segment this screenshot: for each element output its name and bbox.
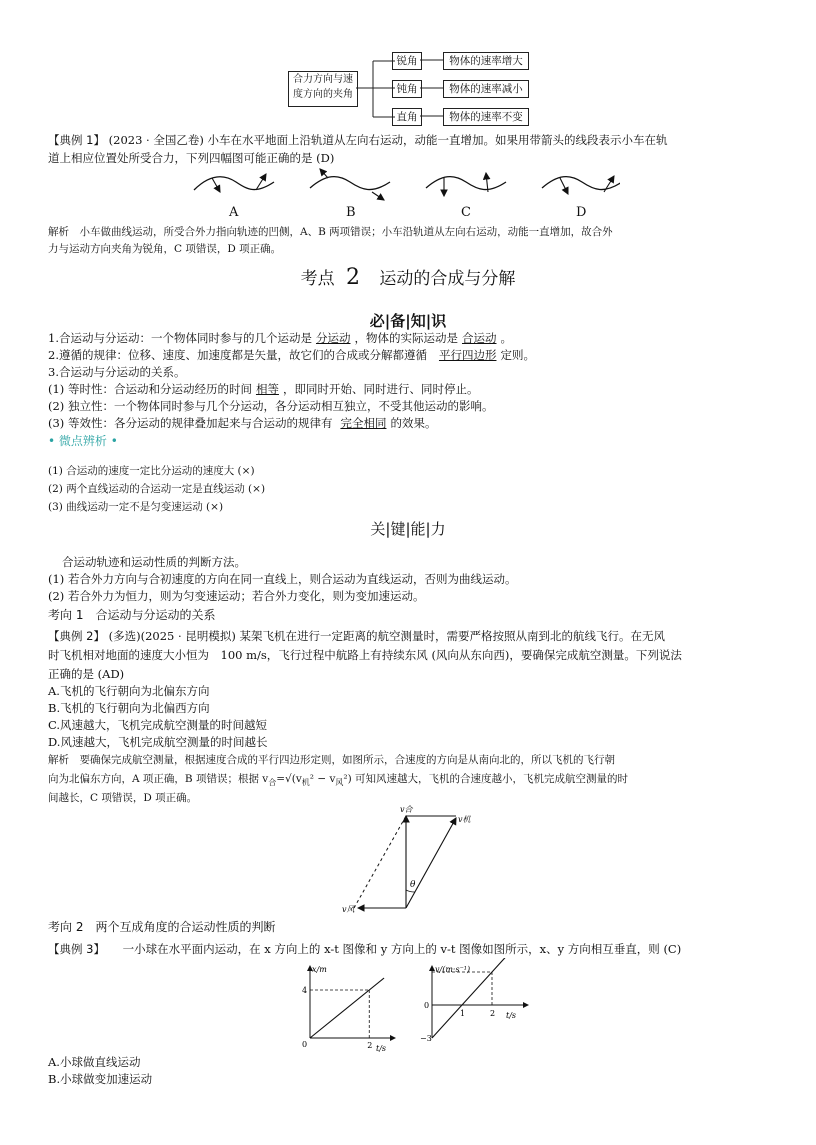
- result-constant-box: 物体的速率不变: [443, 108, 529, 126]
- xt-ylabel: x/m: [312, 965, 327, 974]
- example3-tag: 【典例 3】: [48, 942, 105, 956]
- knowledge-line1: 1.合运动与分运动：一个物体同时参与的几个运动是 分运动 ，物体的实际运动是 合运动 。: [48, 331, 512, 345]
- option-label-b: B: [346, 205, 356, 220]
- ability-line3: (2) 若合外力为恒力，则为匀变速运动；若合外力变化，则为变加速运动。: [48, 589, 425, 603]
- knowledge-line6: (3) 等效性：各分运动的规律叠加起来与合运动的规律有 完全相同 的效果。: [48, 416, 437, 430]
- vt-ytick-neg3: −3: [420, 1034, 432, 1043]
- parallelogram-dashed-edge: [354, 816, 406, 908]
- blank-he-yundong: 合运动: [461, 331, 497, 345]
- example1-text2: 道上相应位置处所受合力，下列四幅图可能正确的是 (D): [48, 151, 335, 165]
- label-theta: θ: [410, 880, 416, 890]
- knowledge-line4: (1) 等时性：合运动和分运动经历的时间 相等 ，即同时开始、同时进行、同时停止。: [48, 382, 479, 396]
- vt-xlabel: t/s: [506, 1011, 517, 1020]
- blank-fen-yundong: 分运动: [315, 331, 351, 345]
- example1-tag: 【典例 1】: [48, 133, 105, 147]
- example2-option-c: C.风速越大，飞机完成航空测量的时间越短: [48, 718, 268, 732]
- ability-line2: (1) 若合外力方向与合初速度的方向在同一直线上，则合运动为直线运动，否则为曲线运动。: [48, 572, 517, 586]
- angle-obtuse-box: 钝角: [392, 80, 422, 98]
- xt-xtick-2: 2: [367, 1041, 373, 1050]
- blank-pingxing-sibianxing: 平行四边形: [438, 348, 497, 362]
- example2-analysis3: 间越长，C 项错误，D 项正确。: [48, 792, 198, 804]
- xt-ytick-4: 4: [302, 986, 308, 995]
- section-number: 2: [346, 265, 360, 290]
- example1-analysis1: 解析 小车做曲线运动，所受合外力指向轨迹的凹侧，A、B 两项错误；小车沿轨道从左向右运动，动能一直增加，故合外: [48, 226, 613, 238]
- example3-text: 一小球在水平面内运动，在 x 方向上的 x-t 图像和 y 方向上的 v-t 图像如图所示，x、y 方向相互垂直，则 (C): [122, 942, 682, 956]
- example3-line: [48, 941, 681, 957]
- trajectory-b: [310, 177, 390, 190]
- diagram-links: [420, 55, 444, 125]
- example2-option-a: A.飞机的飞行朝向为北偏东方向: [48, 684, 210, 698]
- example2-option-d: D.风速越大，飞机完成航空测量的时间越长: [48, 735, 268, 749]
- vt-ylabel: v/(m·s⁻¹): [435, 965, 471, 974]
- trajectory-d: [542, 177, 620, 190]
- section-title: 运动的合成与分解: [379, 269, 516, 289]
- kaoxiang2-heading: 考向 2 两个互成角度的合运动性质的判断: [48, 920, 276, 934]
- angle-acute-box: 锐角: [392, 52, 422, 70]
- example2-analysis1: 解析 要确保完成航空测量，根据速度合成的平行四边形定则，如图所示，合速度的方向是从南向北的，所以飞机的飞行朝: [48, 754, 615, 766]
- example1-figures: [190, 168, 620, 220]
- example1-analysis2: 力与运动方向夹角为锐角，C 项错误，D 项正确。: [48, 243, 282, 255]
- force-arrow-d1: [560, 178, 568, 194]
- xt-xlabel: t/s: [376, 1044, 387, 1053]
- option-label-d: D: [576, 205, 587, 220]
- example2-option-b: B.飞机的飞行朝向为北偏西方向: [48, 701, 210, 715]
- section-kaodian: 考点: [300, 269, 335, 289]
- xt-xtick-0: 0: [302, 1040, 308, 1049]
- force-arrow-b2: [372, 192, 384, 200]
- xt-chart: [290, 958, 400, 1053]
- knowledge-line2: 2.遵循的规律：位移、速度、加速度都是矢量，故它们的合成或分解都遵循 平行四边形 定则。: [48, 348, 535, 362]
- blank-xiangdeng: 相等: [255, 382, 279, 396]
- result-decrease-box: 物体的速率减小: [443, 80, 529, 98]
- force-arrow-a1: [212, 178, 220, 192]
- section-heading: [0, 264, 816, 290]
- example1-text1: (2023 · 全国乙卷) 小车在水平地面上沿轨道从左向右运动，动能一直增加。如果用带箭头的线段表示小车在轨: [108, 133, 668, 147]
- weidian-title: • 微点辨析 •: [48, 434, 118, 448]
- blank-wanquan-xiangtong: 完全相同: [340, 416, 387, 430]
- plane-velocity-arrow: [406, 818, 456, 908]
- option-label-c: C: [461, 205, 471, 220]
- angle-right-box: 直角: [392, 108, 422, 126]
- label-v-he: v合: [400, 805, 413, 814]
- example2-text1: (多选)(2025 · 昆明模拟) 某架飞机在进行一定距离的航空测量时，需要严格按照从南到北的航线飞行。在无风: [108, 629, 665, 643]
- vt-xtick-2: 2: [490, 1009, 496, 1018]
- knowledge-line5: (2) 独立性：一个物体同时参与几个分运动，各分运动相互独立，不受其他运动的影响。: [48, 399, 494, 413]
- weidian-item-1: (1) 合运动的速度一定比分运动的速度大 (×): [48, 465, 255, 477]
- example3-option-b: B.小球做变加速运动: [48, 1072, 153, 1086]
- example2-line1: [48, 628, 665, 644]
- weidian-item-2: (2) 两个直线运动的合运动一定是直线运动 (×): [48, 483, 266, 495]
- trajectory-a: [194, 177, 274, 190]
- example2-tag: 【典例 2】: [48, 629, 105, 643]
- xt-series-line: [310, 978, 384, 1038]
- weidian-item-3: (3) 曲线运动一定不是匀变速运动 (×): [48, 501, 224, 513]
- knowledge-line3: 3.合运动与分运动的关系。: [48, 365, 186, 379]
- trajectory-c: [426, 177, 506, 190]
- result-increase-box: 物体的速率增大: [443, 52, 529, 70]
- force-arrow-b1: [320, 169, 328, 178]
- diagram-root-box: 合力方向与速度方向的夹角: [288, 71, 358, 107]
- force-arrow-d2: [604, 176, 614, 192]
- label-v-feng: v风: [342, 905, 355, 914]
- example2-analysis2: 向为北偏东方向，A 项正确，B 项错误；根据 $v_合=√(v_机^2 - v_风^2)$ 可知风速越大，飞机的合速度越小，飞机完成航空测量的时: [48, 773, 629, 788]
- kaoxiang1-heading: 考向 1 合运动与分运动的关系: [48, 608, 216, 622]
- example2-text2: 时飞机相对地面的速度大小恒为 100 m/s，飞行过程中航路上有持续东风 (风向从东向西)，要确保完成航空测量。下列说法: [48, 648, 682, 662]
- example2-text3: 正确的是 (AD): [48, 667, 125, 681]
- label-v-ji: v机: [458, 815, 471, 824]
- vt-chart: [418, 958, 538, 1053]
- vt-ytick-0: 0: [424, 1001, 430, 1010]
- example3-option-a: A.小球做直线运动: [48, 1055, 141, 1069]
- option-label-a: A: [229, 205, 239, 220]
- diagram-bracket: [355, 55, 395, 125]
- guanjian-heading: 关|键|能|力: [370, 520, 446, 538]
- velocity-parallelogram: [340, 802, 480, 917]
- ability-line1: 合运动轨迹和运动性质的判断方法。: [62, 555, 246, 569]
- bibei-heading: 必|备|知|识: [369, 312, 447, 330]
- vt-xtick-1: 1: [460, 1009, 466, 1018]
- example1-line1: [48, 132, 668, 148]
- theta-arc: [406, 890, 415, 892]
